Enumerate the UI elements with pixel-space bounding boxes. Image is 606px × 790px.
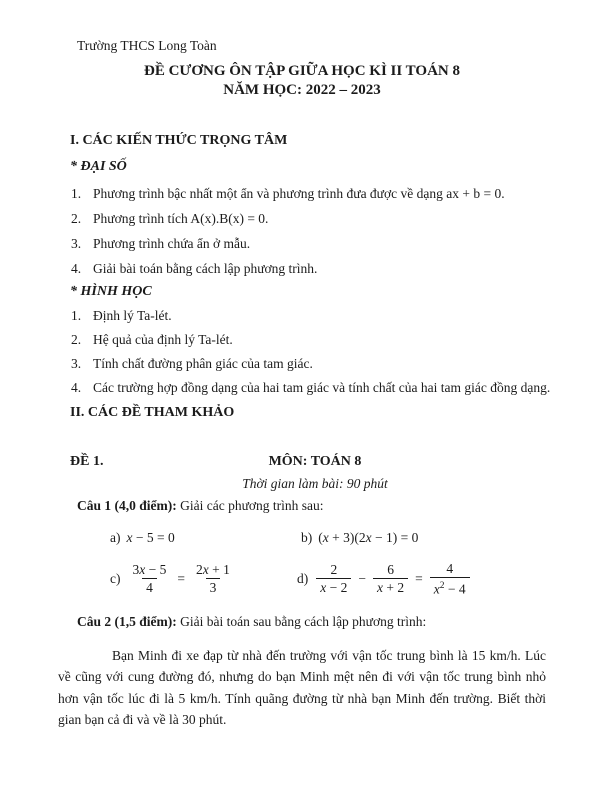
document-title-line2: NĂM HỌC: 2022 – 2023	[223, 82, 381, 98]
equation-a-expression: x − 5 = 0	[126, 530, 175, 545]
exam-number-label: ĐỀ 1.	[70, 454, 104, 469]
list-item-number: 3.	[71, 356, 82, 371]
equation-b-label: b)	[301, 530, 313, 545]
list-item-number: 3.	[71, 236, 82, 251]
question-1-intro: Giải các phương trình sau:	[180, 498, 324, 513]
fraction-numerator: 3x − 5	[132, 562, 167, 578]
equation-b-expression: (x + 3)(2x − 1) = 0	[318, 530, 419, 545]
question-2-label: Câu 2 (1,5 điểm):	[77, 613, 177, 629]
list-item-text: Định lý Ta-lét.	[93, 308, 172, 323]
list-item	[71, 181, 546, 206]
equation-d	[297, 560, 472, 598]
list-item-text: Hệ quả của định lý Ta-lét.	[93, 332, 233, 347]
list-item	[71, 256, 546, 281]
equation-c	[110, 561, 297, 596]
equation-row-2	[110, 560, 546, 598]
list-item-text: Phương trình tích A(x).B(x) = 0.	[93, 211, 269, 226]
fraction	[373, 561, 408, 596]
list-item-number: 1.	[71, 186, 82, 201]
equations-area	[110, 528, 546, 598]
equation-d-label: d)	[297, 570, 309, 586]
fraction-denominator: 3	[206, 578, 221, 596]
fraction-numerator: 2x + 1	[196, 562, 230, 578]
fraction-denominator: $x^2 - 4$	[430, 577, 470, 598]
geometry-list	[71, 304, 551, 400]
question-2-intro: Giải bài toán sau bằng cách lập phương trình:	[180, 613, 427, 629]
list-item-text: Các trường hợp đồng dạng của hai tam giác và tính chất của hai tam giác đồng dạng.	[93, 380, 551, 395]
list-item	[71, 352, 546, 376]
section1-heading: I. CÁC KIẾN THỨC TRỌNG TÂM	[70, 133, 288, 148]
list-item	[71, 328, 546, 352]
list-item-number: 4.	[71, 380, 82, 395]
list-item	[71, 206, 546, 231]
list-item-number: 2.	[71, 332, 82, 347]
fraction	[129, 561, 171, 596]
section2-heading: II. CÁC ĐỀ THAM KHẢO	[70, 405, 235, 420]
question-1-label: Câu 1 (4,0 điểm):	[77, 498, 177, 513]
equation-c-label: c)	[110, 570, 121, 586]
fraction	[316, 561, 351, 596]
equals-sign: =	[177, 570, 185, 586]
word-problem-paragraph: Bạn Minh đi xe đạp từ nhà đến trường với vận tốc trung bình là 15 km/h. Lúc về cũng với cung đường đó, nhưng do bạn Minh mệt nên đi với vận tốc trung bình nhỏ hơn vận tốc lúc đi là 5 km/h. Tính quãng đường từ nhà bạn Minh đến trường. Biết thời gian bạn cả đi và về là 30 phút.	[58, 647, 546, 727]
algebra-subheading: * ĐẠI SỐ	[70, 159, 127, 174]
question-1	[77, 497, 546, 515]
geometry-subheading: * HÌNH HỌC	[70, 284, 152, 299]
equation-row-1	[110, 528, 546, 548]
fraction	[192, 561, 234, 596]
list-item-text: Phương trình chứa ẩn ở mẫu.	[93, 236, 251, 251]
list-item-text: Phương trình bậc nhất một ẩn và phương trình đưa được về dạng ax + b = 0.	[93, 186, 505, 201]
equation-a	[110, 528, 301, 548]
fraction-numerator: 6	[387, 562, 394, 578]
list-item	[71, 231, 546, 256]
fraction-numerator: 4	[446, 561, 454, 576]
equation-b	[301, 528, 418, 548]
algebra-list	[71, 181, 546, 281]
question-2	[77, 613, 546, 631]
fraction-denominator: x + 2	[373, 578, 408, 596]
list-item	[71, 304, 546, 328]
minus-sign: −	[358, 570, 366, 586]
exam-header-row	[58, 452, 546, 472]
list-item-number: 1.	[71, 308, 82, 323]
fraction-numerator: 2	[330, 562, 338, 578]
school-name: Trường THCS Long Toàn	[77, 38, 217, 53]
list-item-text: Giải bài toán bằng cách lập phương trình.	[93, 261, 318, 276]
list-item-number: 4.	[71, 261, 82, 276]
equals-sign: =	[415, 570, 423, 586]
document-title-line1: ĐỀ CƯƠNG ÔN TẬP GIỮA HỌC KÌ II TOÁN 8	[143, 63, 461, 79]
list-item-text: Tính chất đường phân giác của tam giác.	[93, 356, 313, 371]
fraction-denominator: x − 2	[316, 578, 351, 596]
equation-a-label: a)	[110, 530, 121, 545]
list-item-number: 2.	[71, 211, 82, 226]
fraction	[430, 560, 470, 598]
exam-duration: Thời gian làm bài: 90 phút	[242, 476, 388, 491]
exam-subject: MÔN: TOÁN 8	[268, 454, 362, 469]
list-item	[71, 376, 551, 400]
fraction-denominator: 4	[142, 578, 157, 596]
